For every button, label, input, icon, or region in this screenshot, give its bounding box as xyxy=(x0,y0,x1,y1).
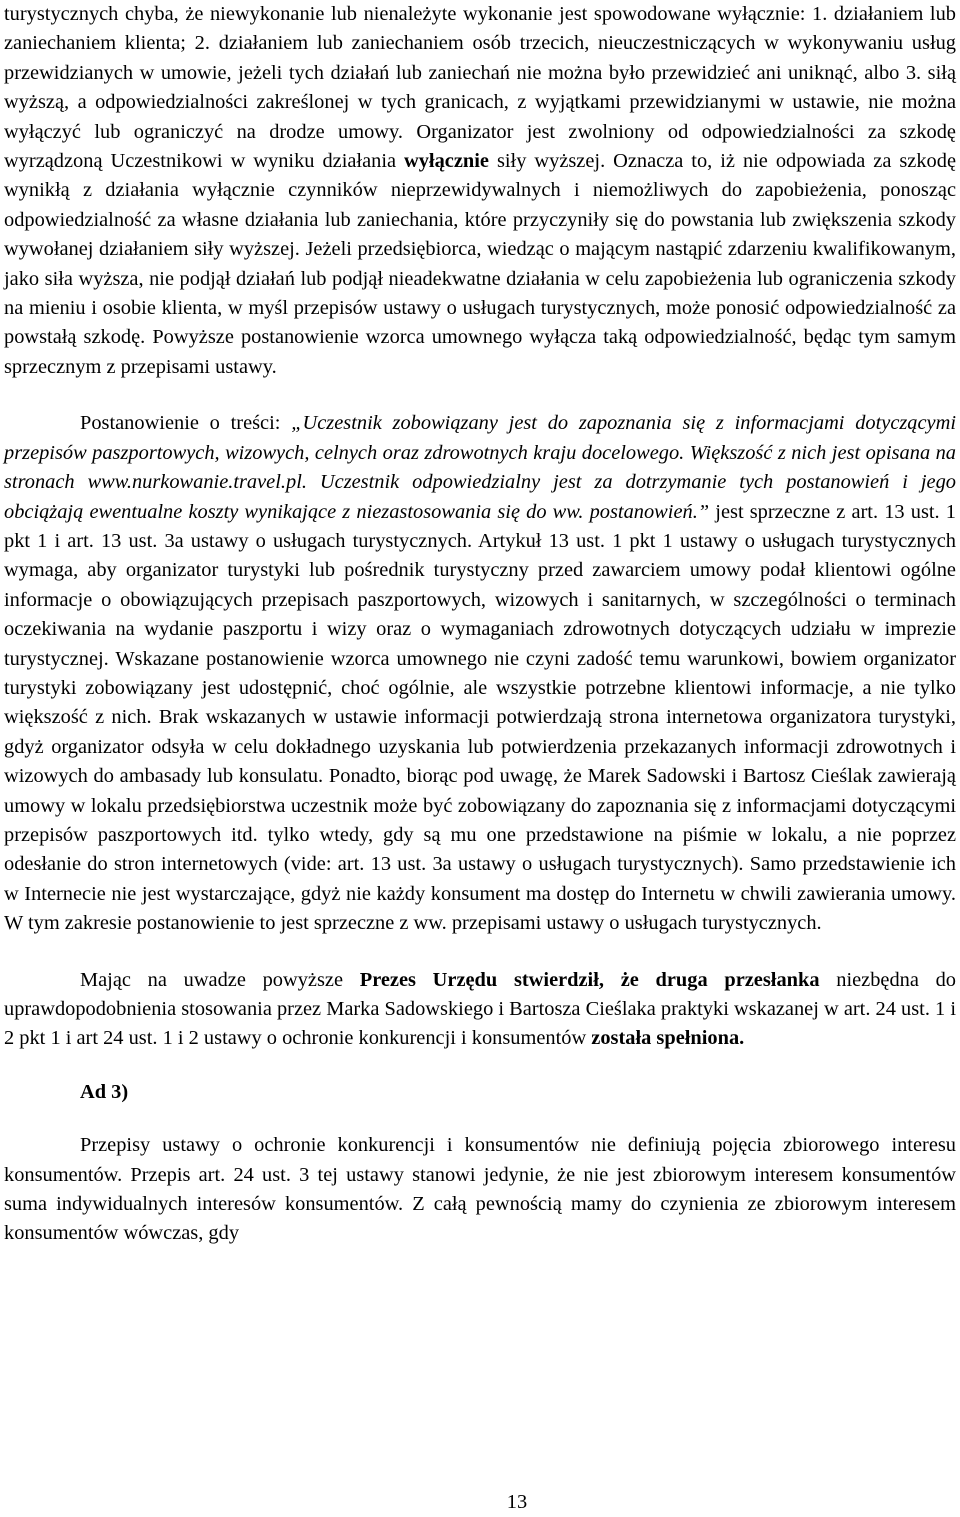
page-number: 13 xyxy=(506,1491,528,1513)
paragraph-text: jest sprzeczne z art. 13 ust. 1 pkt 1 i art. 13 ust. 3a ustawy o usługach turystycznych. Artykuł 13 ust. 1 pkt 1 ustawy o usługach turystycznych wymaga, aby organizator turystyki lub pośrednik turystyczny przed zawarciem umowy podał klientowi ogólne informacje o obowiązujących przepisach paszportowych, wizowych i sanitarnych, w szczególności o terminach oczekiwania na wydanie paszportu i wizy oraz o wymaganiach zdrowotnych dotyczących udziału w imprezie turystycznej. Wskazane postanowienie wzorca umownego nie czyni zadość temu warunkowi, bowiem organizator turystyki zobowiązany jest udostępnić, choć ogólnie, ale wszystkie potrzebne klientowi informacje, a nie tylko większość z nich. Brak wskazanych w ustawie informacji potwierdzają strona internetowa organizatora turystyki, gdyż organizator odsyła w celu dokładnego uzyskania lub potwierdzenia przekazanych informacji zdrowotnych i wizowych do ambasady lub konsulatu. Ponadto, biorąc pod uwagę, że Marek Sadowski i Bartosz Cieślak zawierają umowy w lokalu przedsiębiorstwa uczestnik może być zobowiązany do zapoznania się z informacjami dotyczącymi przepisów paszportowych itd. tylko wtedy, gdy są mu one przedstawione na piśmie w lokalu, a nie poprzez odesłanie do stron internetowych (vide: art. 13 ust. 3a ustawy o usługach turystycznych). Samo przedstawienie ich w Internecie nie jest wystarczające, gdyż nie każdy konsument ma dostęp do Internetu w chwili zawierania umowy. W tym zakresie postanowienie to jest sprzeczne z ww. przepisami ustawy o usługach turystycznych. xyxy=(4,500,956,935)
paragraph-text: Mając na uwadze powyższe xyxy=(80,968,360,991)
paragraph-text: siły wyższej. Oznacza to, iż nie odpowiada za szkodę wynikłą z działania wyłącznie czynników nieprzewidywalnych i niemożliwych do zapobieżenia, ponosząc odpowiedzialność za własne działania lub zaniechania, które przyczyniły się do powstania lub zwiększenia szkody wywołanej działaniem siły wyższej. Jeżeli przedsiębiorca, wiedząc o mającym nastąpić zdarzeniu kwalifikowanym, jako siła wyższa, nie podjął działań lub podjął nieadekwatne działania w celu zapobieżenia lub ograniczenia szkody na mieniu i osobie klienta, w myśl przepisów ustawy o usługach turystycznych, może ponosić odpowiedzialność za powstałą szkodę. Powyższe postanowienie wzorca umownego wyłącza taką odpowiedzialność, będąc tym samym sprzecznym z przepisami ustawy. xyxy=(4,150,956,378)
bold-text: wyłącznie xyxy=(404,150,489,173)
paragraph-passport-clause xyxy=(4,409,956,938)
paragraph-text: niezbędna do uprawdopodobnienia stosowania przez Marka Sadowskiego i Bartosza Cieślaka praktyki wskazanej w art. 24 ust. 1 i 2 pkt 1 i art 24 ust. 1 i 2 ustawy o ochronie konkurencji i konsumentów xyxy=(4,968,957,1050)
section-heading: Ad 3) xyxy=(80,1080,129,1103)
bold-text: Prezes Urzędu stwierdził, że druga przesłanka xyxy=(359,968,820,991)
paragraph-text: turystycznych chyba, że niewykonanie lub nienależyte wykonanie jest spowodowane wyłącznie: 1. działaniem lub zaniechaniem klienta; 2. działaniem lub zaniechaniem osób trzecich, nieuczestniczących w wykonywaniu usług przewidzianych w umowie, jeżeli tych działań lub zaniechań nie można było przewidzieć ani uniknąć, albo 3. siłą wyższą, a odpowiedzialności zakreślonej w tych granicach, z wyjątkami przewidzianymi w ustawie, nie można wyłączyć lub ograniczyć na drodze umowy. Organizator jest zwolniony od odpowiedzialności za szkodę wyrządzoną Uczestnikowi w wyniku działania xyxy=(4,3,956,173)
paragraph-text: Postanowienie o treści: xyxy=(80,412,292,435)
quoted-clause: „Uczestnik zobowiązany jest do zapoznania się z informacjami dotyczącymi przepisów paszportowych, wizowych, celnych oraz zdrowotnych kraju docelowego. Większość z nich jest opisana na stronach www.nurkowanie.travel.pl. Uczestnik odpowiedzialny jest za dotrzymanie tych postanowień i jego obciążają ewentualne koszty wynikające z niezastosowania się do ww. postanowień.” xyxy=(4,412,956,523)
document-page xyxy=(4,0,956,1249)
paragraph-force-majeure xyxy=(4,0,956,382)
bold-text: została spełniona. xyxy=(591,1027,745,1050)
paragraph-conclusion xyxy=(4,966,956,1054)
paragraph-collective-interest: Przepisy ustawy o ochronie konkurencji i konsumentów nie definiują pojęcia zbiorowego interesu konsumentów. Przepis art. 24 ust. 3 tej ustawy stanowi jedynie, że nie jest zbiorowym interesem konsumentów suma indywidualnych interesów konsumentów. Z całą pewnością mamy do czynienia ze zbiorowym interesem konsumentów wówczas, gdy xyxy=(4,1134,956,1245)
